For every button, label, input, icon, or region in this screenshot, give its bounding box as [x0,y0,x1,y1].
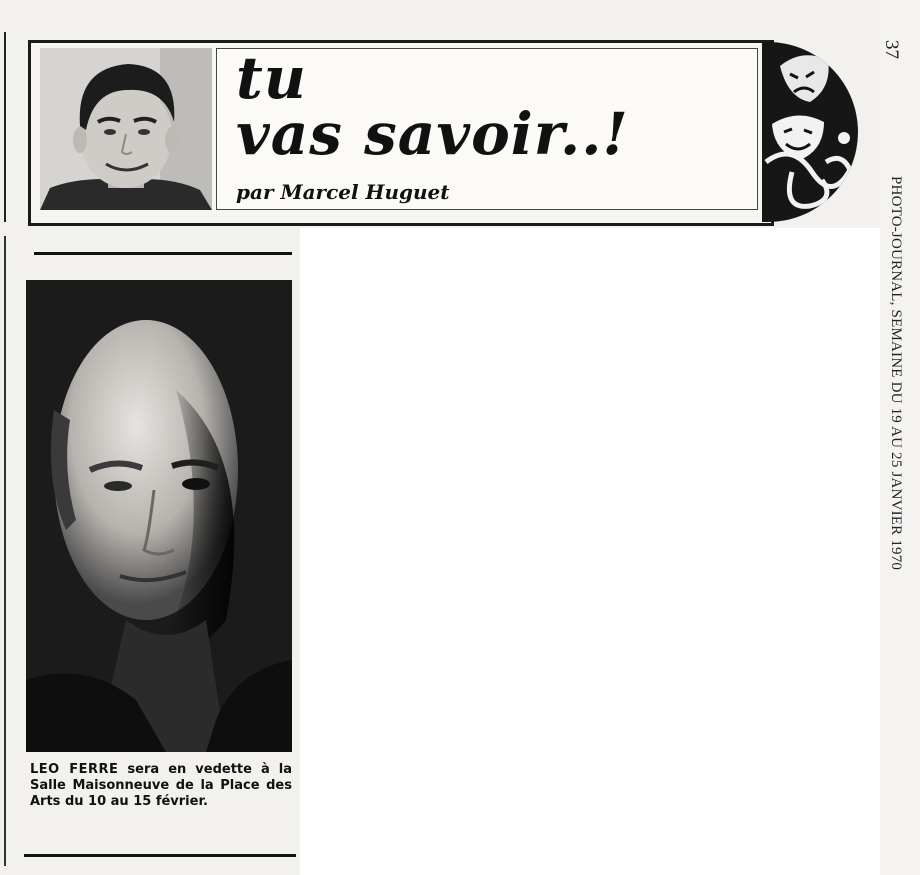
column-rule-top [34,252,292,255]
photo-caption [30,762,292,810]
article-photo [26,280,292,752]
caption-subject-name: LEO FERRE [30,762,119,777]
columnist-portrait-image [40,48,212,210]
column-header-banner [28,40,860,224]
page-edge-rule [4,32,6,222]
column-rule-bottom [24,854,296,857]
column-title-line-2: vas savoir..! [236,100,629,168]
theatre-masks-icon-graphic [762,42,858,222]
caption-text: sera en vedette à la Salle Maisonneuve de la Place des Arts du 10 au 15 février. [30,762,292,809]
column-byline: par Marcel Huguet [236,180,450,204]
article-photo-image [26,280,292,752]
theatre-masks-icon [762,42,858,222]
page-number: 37 [881,40,902,59]
publication-dateline: PHOTO-JOURNAL, SEMAINE DU 19 AU 25 JANVIER 1970 [888,176,904,571]
column-title-line-1: tu [236,44,307,112]
page-edge-rule [4,236,6,866]
columnist-portrait [40,48,212,210]
